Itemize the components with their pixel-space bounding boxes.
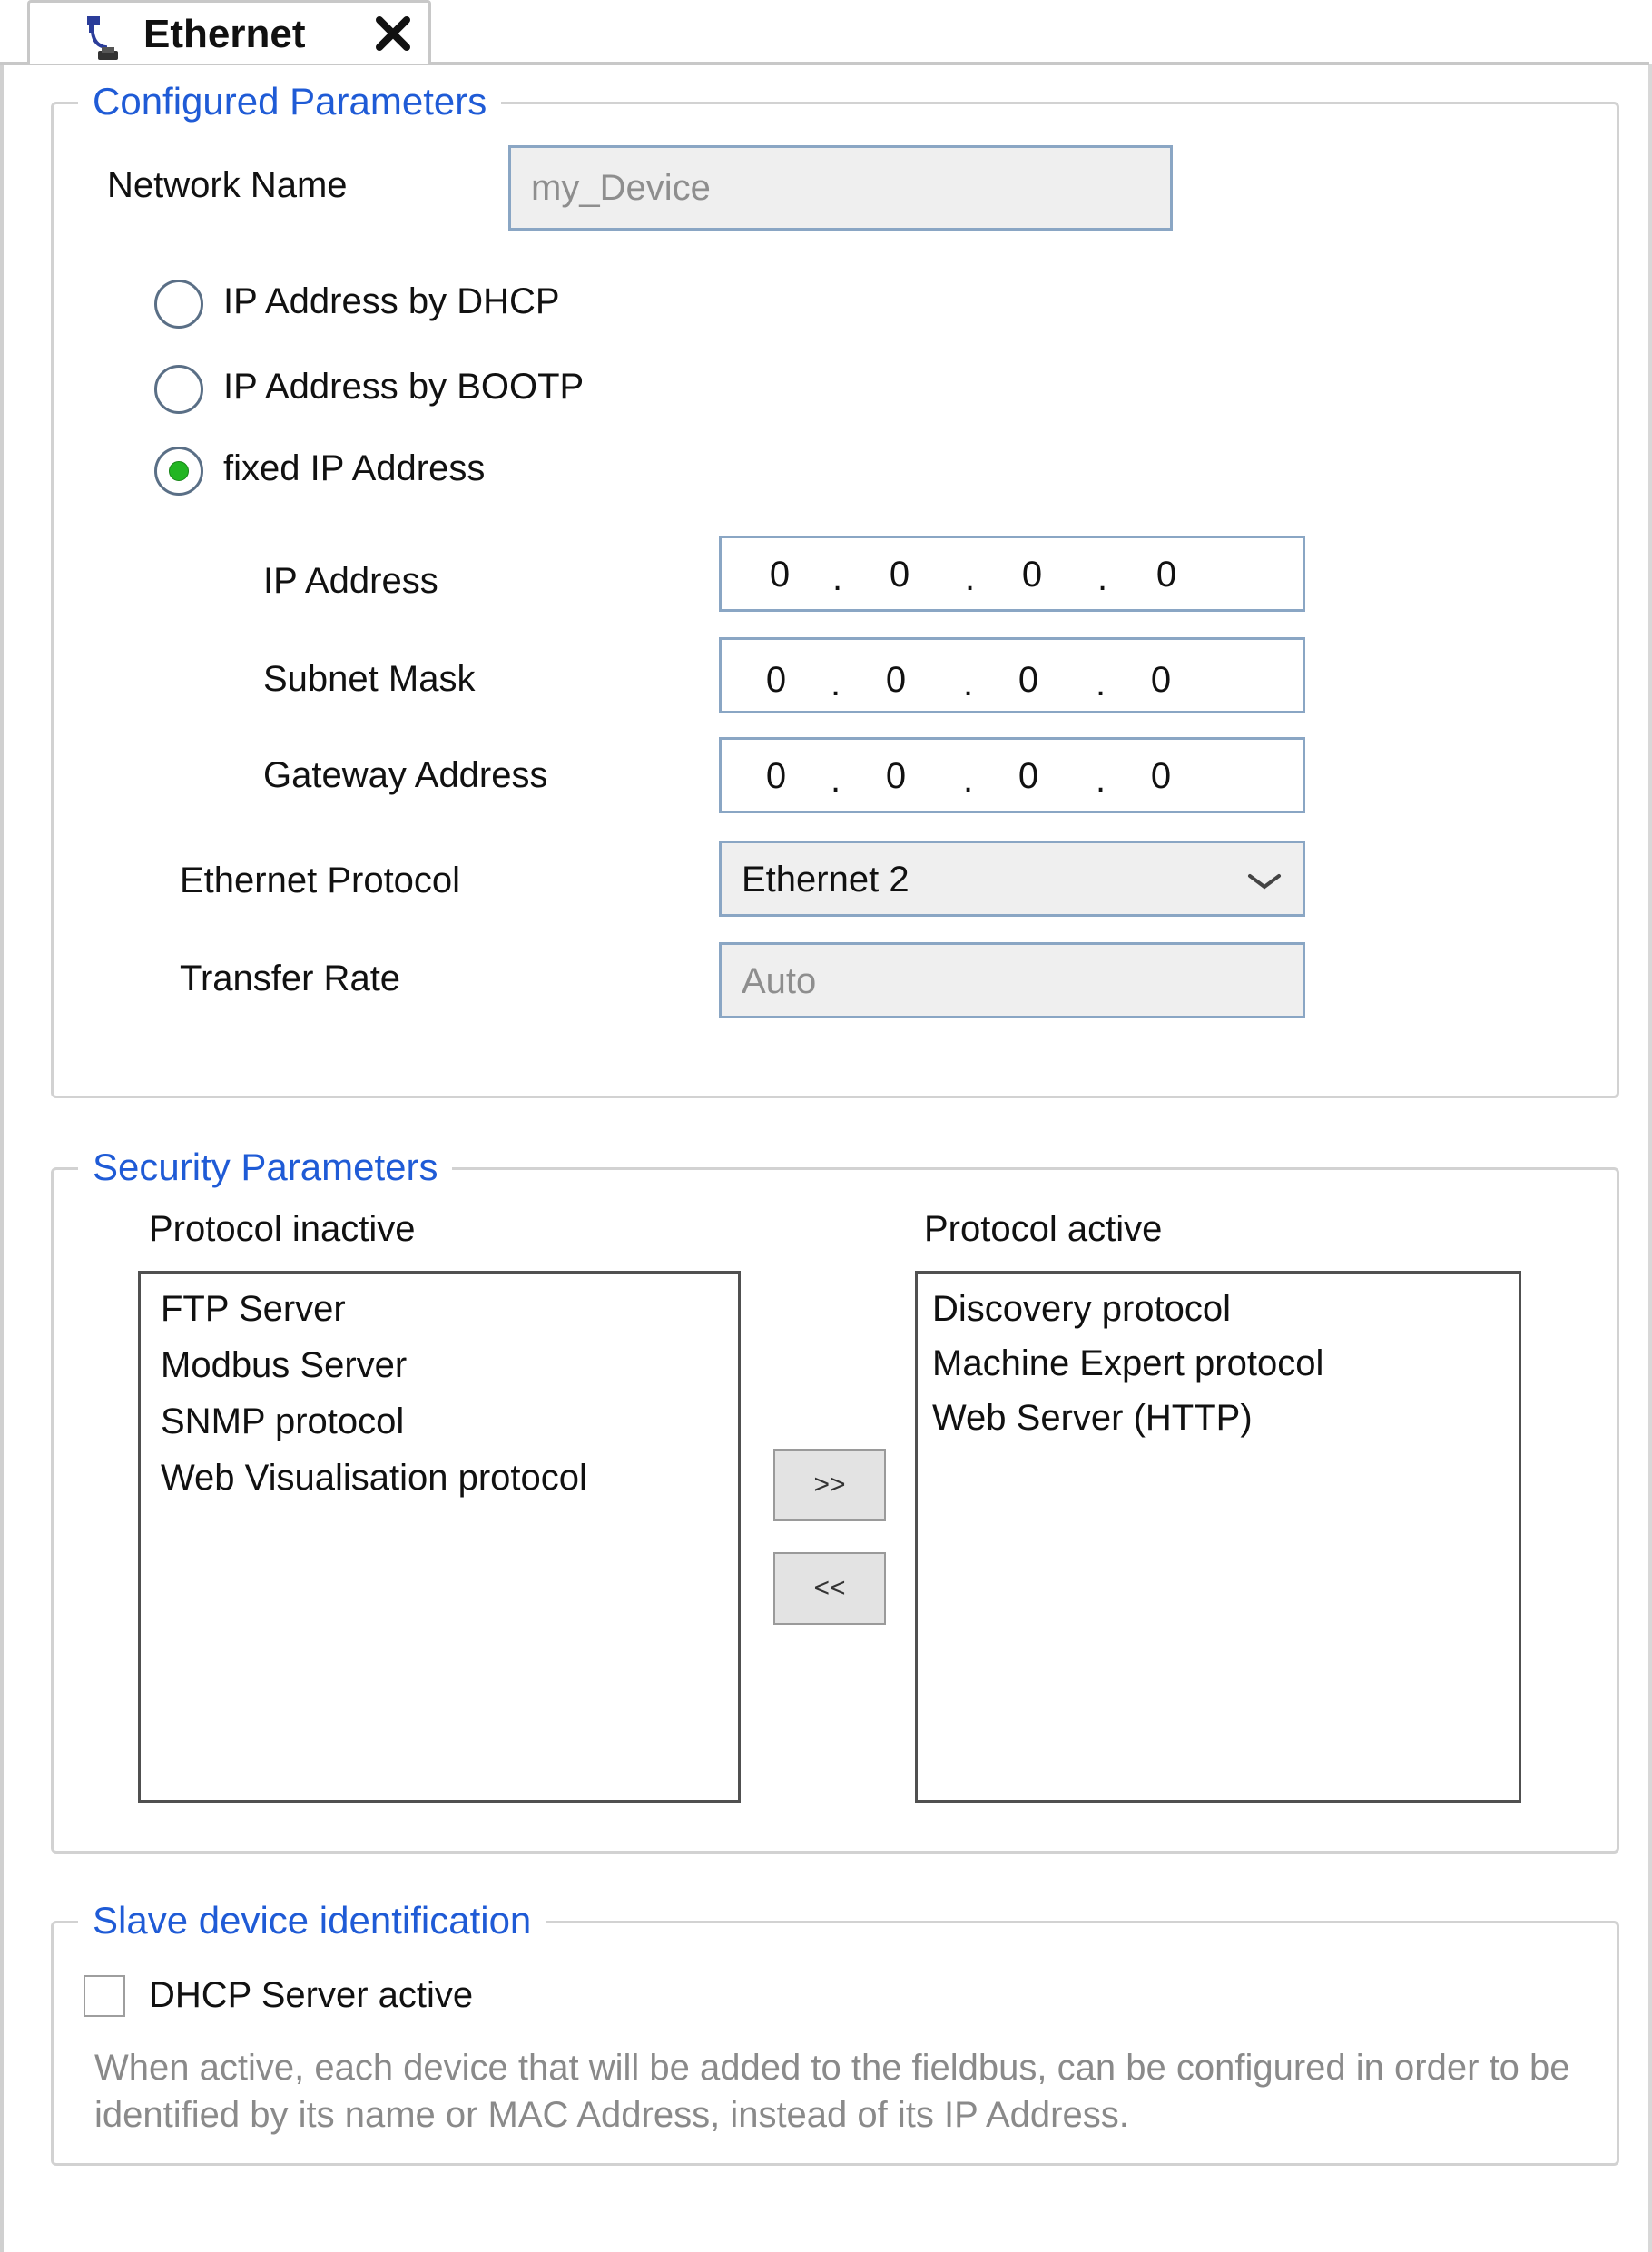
subnet-octet-4[interactable]: 0 [1150,660,1172,700]
radio-dhcp-label: IP Address by DHCP [223,281,560,321]
network-name-value: my_Device [531,168,711,208]
protocol-inactive-list[interactable] [138,1271,741,1803]
ip-dot: . [963,760,974,800]
gateway-address-field[interactable] [719,737,1305,813]
gateway-octet-4[interactable]: 0 [1150,756,1172,796]
list-item[interactable]: Modbus Server [161,1345,408,1385]
transfer-rate-value: Auto [742,961,817,1001]
ip-dot: . [831,664,841,703]
ethernet-protocol-select[interactable] [719,841,1305,917]
transfer-rate-label: Transfer Rate [180,959,401,998]
dhcp-server-hint: When active, each device that will be added to the fieldbus, can be configured in order to be identified by its name or MAC Address, instead of its IP Address. [94,2048,1570,2135]
gateway-octet-1[interactable]: 0 [765,756,787,796]
radio-selected-indicator [169,461,189,481]
list-item[interactable]: Web Server (HTTP) [932,1398,1253,1438]
subnet-octet-3[interactable]: 0 [1018,660,1039,700]
move-to-active-button[interactable]: >> [773,1449,886,1521]
gateway-octet-2[interactable]: 0 [885,756,907,796]
radio-bootp-label: IP Address by BOOTP [223,367,585,407]
list-item[interactable]: FTP Server [161,1289,346,1329]
ip-octet-1[interactable]: 0 [769,555,791,595]
slave-identification-legend: Slave device identification [78,1895,546,1946]
ip-address-field[interactable] [719,536,1305,612]
list-item[interactable]: Discovery protocol [932,1289,1232,1329]
ip-dot: . [963,664,974,703]
protocol-inactive-label: Protocol inactive [149,1209,416,1249]
ip-octet-2[interactable]: 0 [889,555,910,595]
move-to-inactive-button[interactable]: << [773,1552,886,1625]
ip-dot: . [1096,760,1106,800]
ethernet-connector-icon [80,13,125,64]
page-right-edge [1648,64,1652,2252]
ip-octet-3[interactable]: 0 [1021,555,1043,595]
network-name-label: Network Name [107,165,348,205]
security-parameters-legend: Security Parameters [78,1142,452,1193]
list-item[interactable]: SNMP protocol [161,1401,405,1441]
network-name-field[interactable] [508,145,1173,231]
ip-dot: . [832,558,843,598]
radio-bootp[interactable] [154,365,203,414]
chevron-down-icon[interactable] [1246,870,1283,892]
dhcp-server-checkbox[interactable] [84,1975,125,2017]
ip-dot: . [1096,664,1106,703]
protocol-active-list[interactable] [915,1271,1521,1803]
ethernet-protocol-label: Ethernet Protocol [180,860,461,900]
list-item[interactable]: Web Visualisation protocol [161,1458,587,1498]
ethernet-protocol-value: Ethernet 2 [742,860,910,900]
radio-dhcp[interactable] [154,280,203,329]
subnet-mask-label: Subnet Mask [263,659,476,699]
tab-title: Ethernet [143,12,306,56]
ip-dot: . [965,558,976,598]
close-icon[interactable] [372,13,414,54]
list-item[interactable]: Machine Expert protocol [932,1343,1324,1383]
ip-octet-4[interactable]: 0 [1155,555,1177,595]
gateway-address-label: Gateway Address [263,755,548,795]
transfer-rate-field[interactable] [719,942,1305,1018]
radio-fixed-ip-label: fixed IP Address [223,448,486,488]
dhcp-server-label: DHCP Server active [149,1975,474,2015]
subnet-octet-1[interactable]: 0 [765,660,787,700]
radio-fixed-ip[interactable] [154,447,203,496]
gateway-octet-3[interactable]: 0 [1018,756,1039,796]
configured-parameters-legend: Configured Parameters [78,76,501,127]
protocol-active-label: Protocol active [924,1209,1163,1249]
subnet-octet-2[interactable]: 0 [885,660,907,700]
page-left-edge [0,64,4,2252]
ip-dot: . [831,760,841,800]
ip-dot: . [1097,558,1108,598]
ip-address-label: IP Address [263,561,438,601]
subnet-mask-field[interactable] [719,637,1305,713]
